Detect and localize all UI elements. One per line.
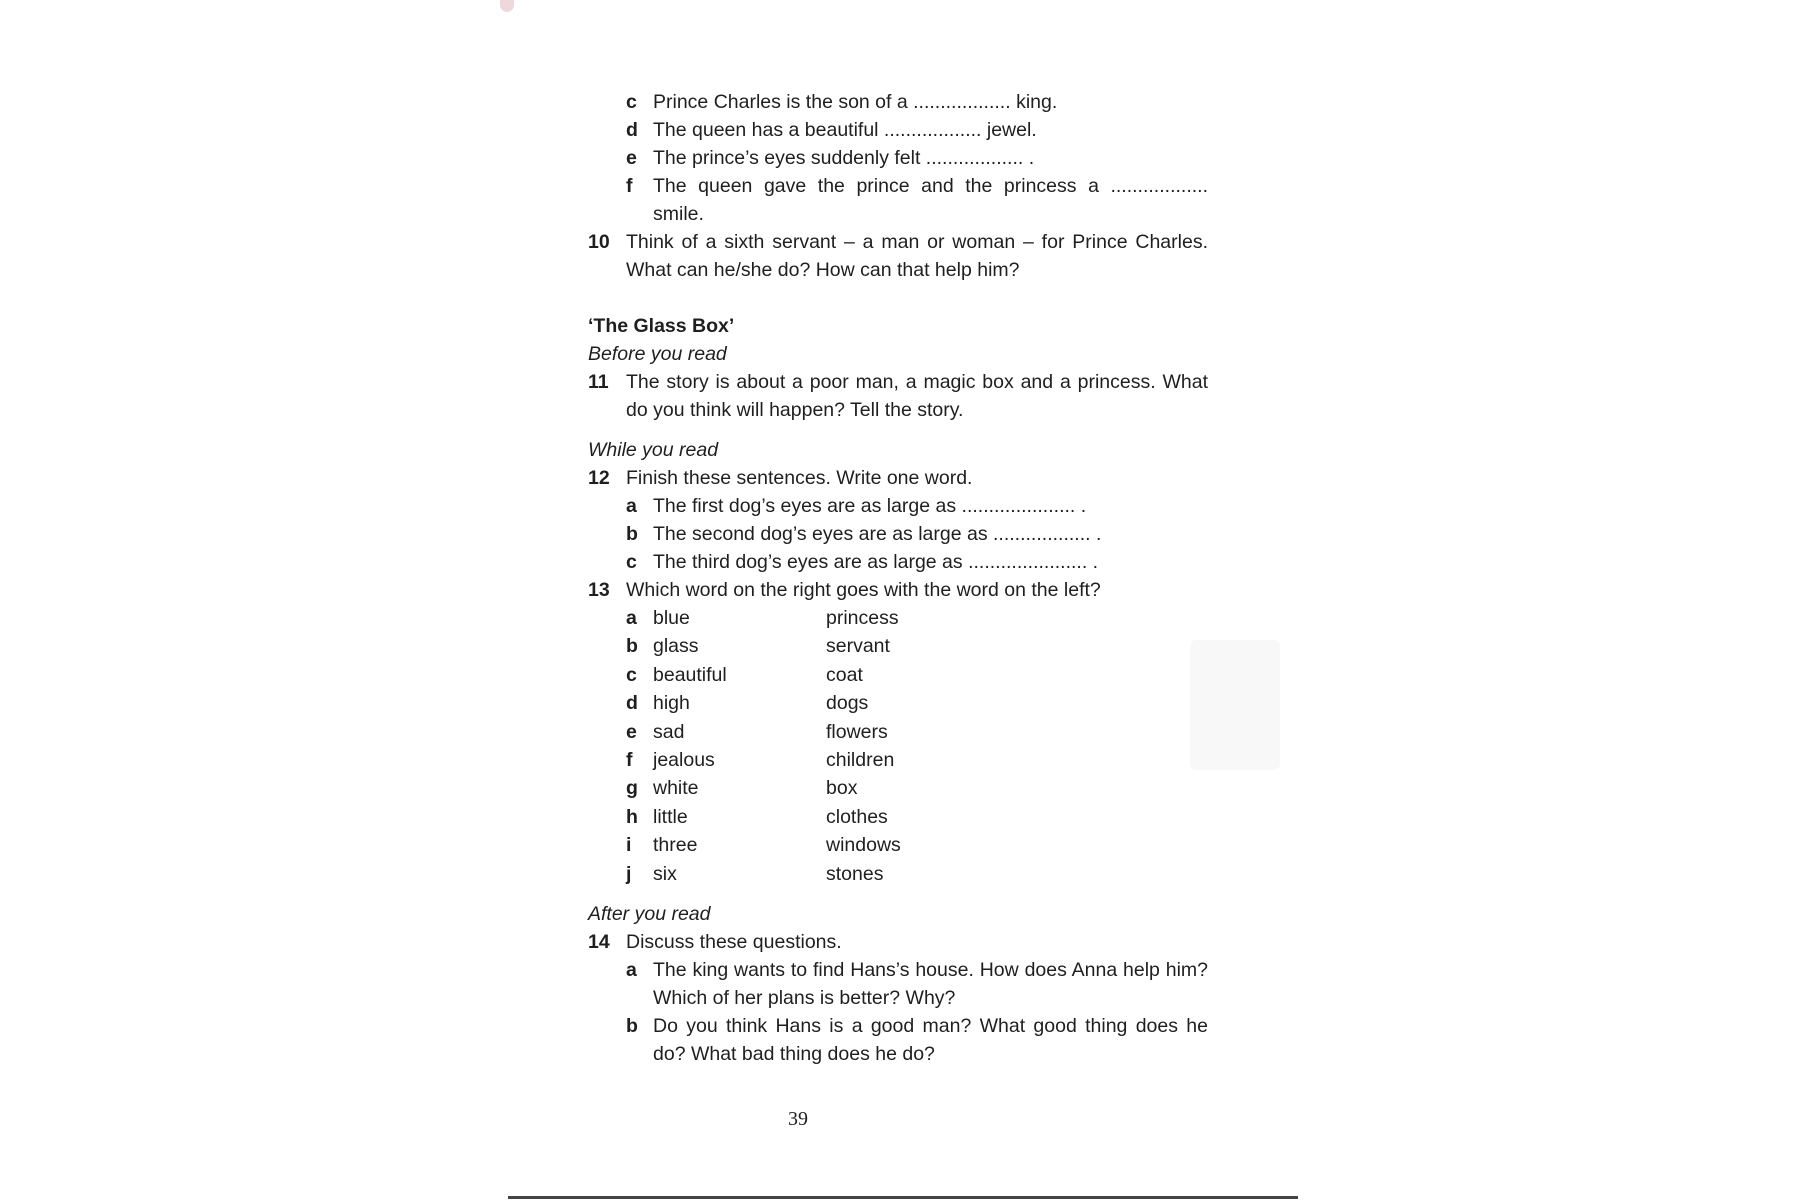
- match-row: [626, 860, 1208, 888]
- item-letter: a: [626, 607, 637, 629]
- question-number: 10: [588, 231, 610, 253]
- question-number: 13: [588, 579, 610, 601]
- question-11: [588, 368, 1208, 424]
- item-text: The prince’s eyes suddenly felt .................. .: [653, 147, 1035, 169]
- right-word: box: [826, 777, 858, 800]
- left-word: beautiful: [653, 663, 727, 686]
- story-title: ‘The Glass Box’: [588, 315, 735, 337]
- item-letter: f: [626, 175, 633, 197]
- item-text: Do you think Hans is a good man? What good thing does he do? What bad thing does he do?: [653, 1014, 1208, 1065]
- item-letter: i: [626, 834, 632, 857]
- right-word: stones: [826, 862, 884, 885]
- item-letter: c: [626, 663, 637, 686]
- match-row: [626, 689, 1208, 717]
- item-letter: a: [626, 958, 637, 981]
- question-13: [588, 576, 1208, 604]
- page-number: 39: [788, 1108, 808, 1130]
- list-item: [626, 520, 1208, 548]
- item-letter: b: [626, 635, 638, 658]
- match-row: [626, 632, 1208, 660]
- list-item: [626, 956, 1208, 1012]
- item-letter: e: [626, 147, 637, 169]
- match-row: [626, 718, 1208, 746]
- item-letter: h: [626, 805, 638, 828]
- item-text: The second dog’s eyes are as large as .................. .: [653, 523, 1102, 545]
- item-text: The queen has a beautiful .................. jewel.: [653, 119, 1037, 141]
- right-word: dogs: [826, 692, 869, 715]
- q9-continued-items: [588, 88, 1208, 228]
- question-text: Which word on the right goes with the word on the left?: [626, 579, 1101, 601]
- list-item: [626, 116, 1208, 144]
- right-word: windows: [826, 834, 901, 857]
- page-bottom-edge: [508, 1196, 1298, 1199]
- item-text: The king wants to find Hans’s house. How does Anna help him? Which of her plans is better? Why?: [653, 958, 1208, 1009]
- item-letter: b: [626, 523, 638, 545]
- left-word: six: [653, 862, 677, 885]
- item-text: The queen gave the prince and the princess a .................. smile.: [653, 175, 1208, 225]
- left-word: white: [653, 777, 699, 800]
- match-row: [626, 803, 1208, 831]
- left-word: three: [653, 834, 698, 857]
- right-word: flowers: [826, 720, 888, 743]
- item-letter: f: [626, 748, 633, 771]
- list-item: [626, 144, 1208, 172]
- right-word: servant: [826, 635, 890, 658]
- question-number: 11: [588, 371, 609, 393]
- left-word: sad: [653, 720, 685, 743]
- item-letter: d: [626, 119, 638, 141]
- left-word: high: [653, 692, 690, 715]
- section-while-you-read: While you read: [588, 439, 719, 461]
- item-letter: a: [626, 495, 637, 517]
- matching-list: [588, 604, 1208, 888]
- item-text: The first dog’s eyes are as large as ..................... .: [653, 495, 1087, 517]
- item-letter: c: [626, 551, 637, 573]
- question-text: Think of a sixth servant – a man or woman – for Prince Charles. What can he/she do? How can that help him?: [626, 231, 1208, 281]
- item-letter: j: [626, 862, 632, 885]
- q12-items: [588, 492, 1208, 576]
- right-word: children: [826, 748, 895, 771]
- match-row: [626, 831, 1208, 859]
- question-number: 12: [588, 467, 610, 489]
- match-row: [626, 774, 1208, 802]
- left-word: jealous: [653, 748, 715, 771]
- exercise-content: [588, 88, 1208, 1068]
- item-letter: c: [626, 91, 637, 113]
- match-row: [626, 746, 1208, 774]
- q14-items: [588, 956, 1208, 1068]
- question-14: [588, 928, 1208, 956]
- list-item: [626, 88, 1208, 116]
- left-word: glass: [653, 635, 699, 658]
- left-word: blue: [653, 607, 690, 629]
- question-text: The story is about a poor man, a magic box and a princess. What do you think will happen? Tell the story.: [626, 371, 1208, 421]
- question-number: 14: [588, 930, 610, 953]
- right-word: coat: [826, 663, 863, 686]
- item-letter: e: [626, 720, 637, 743]
- match-row: [626, 604, 1208, 632]
- book-page: [508, 0, 1208, 1200]
- question-10: [588, 228, 1208, 284]
- question-text: Finish these sentences. Write one word.: [626, 467, 973, 489]
- item-letter: b: [626, 1014, 638, 1037]
- list-item: [626, 492, 1208, 520]
- right-word: princess: [826, 607, 899, 629]
- right-word: clothes: [826, 805, 888, 828]
- question-text: Discuss these questions.: [626, 930, 842, 953]
- item-text: The third dog’s eyes are as large as ...................... .: [653, 551, 1099, 573]
- item-letter: d: [626, 692, 638, 715]
- section-before-you-read: Before you read: [588, 343, 727, 365]
- question-12: [588, 464, 1208, 492]
- item-text: Prince Charles is the son of a .................. king.: [653, 91, 1058, 113]
- list-item: [626, 1012, 1208, 1068]
- list-item: [626, 548, 1208, 576]
- match-row: [626, 661, 1208, 689]
- section-after-you-read: After you read: [588, 902, 711, 925]
- item-letter: g: [626, 777, 638, 800]
- left-word: little: [653, 805, 688, 828]
- list-item: [626, 172, 1208, 228]
